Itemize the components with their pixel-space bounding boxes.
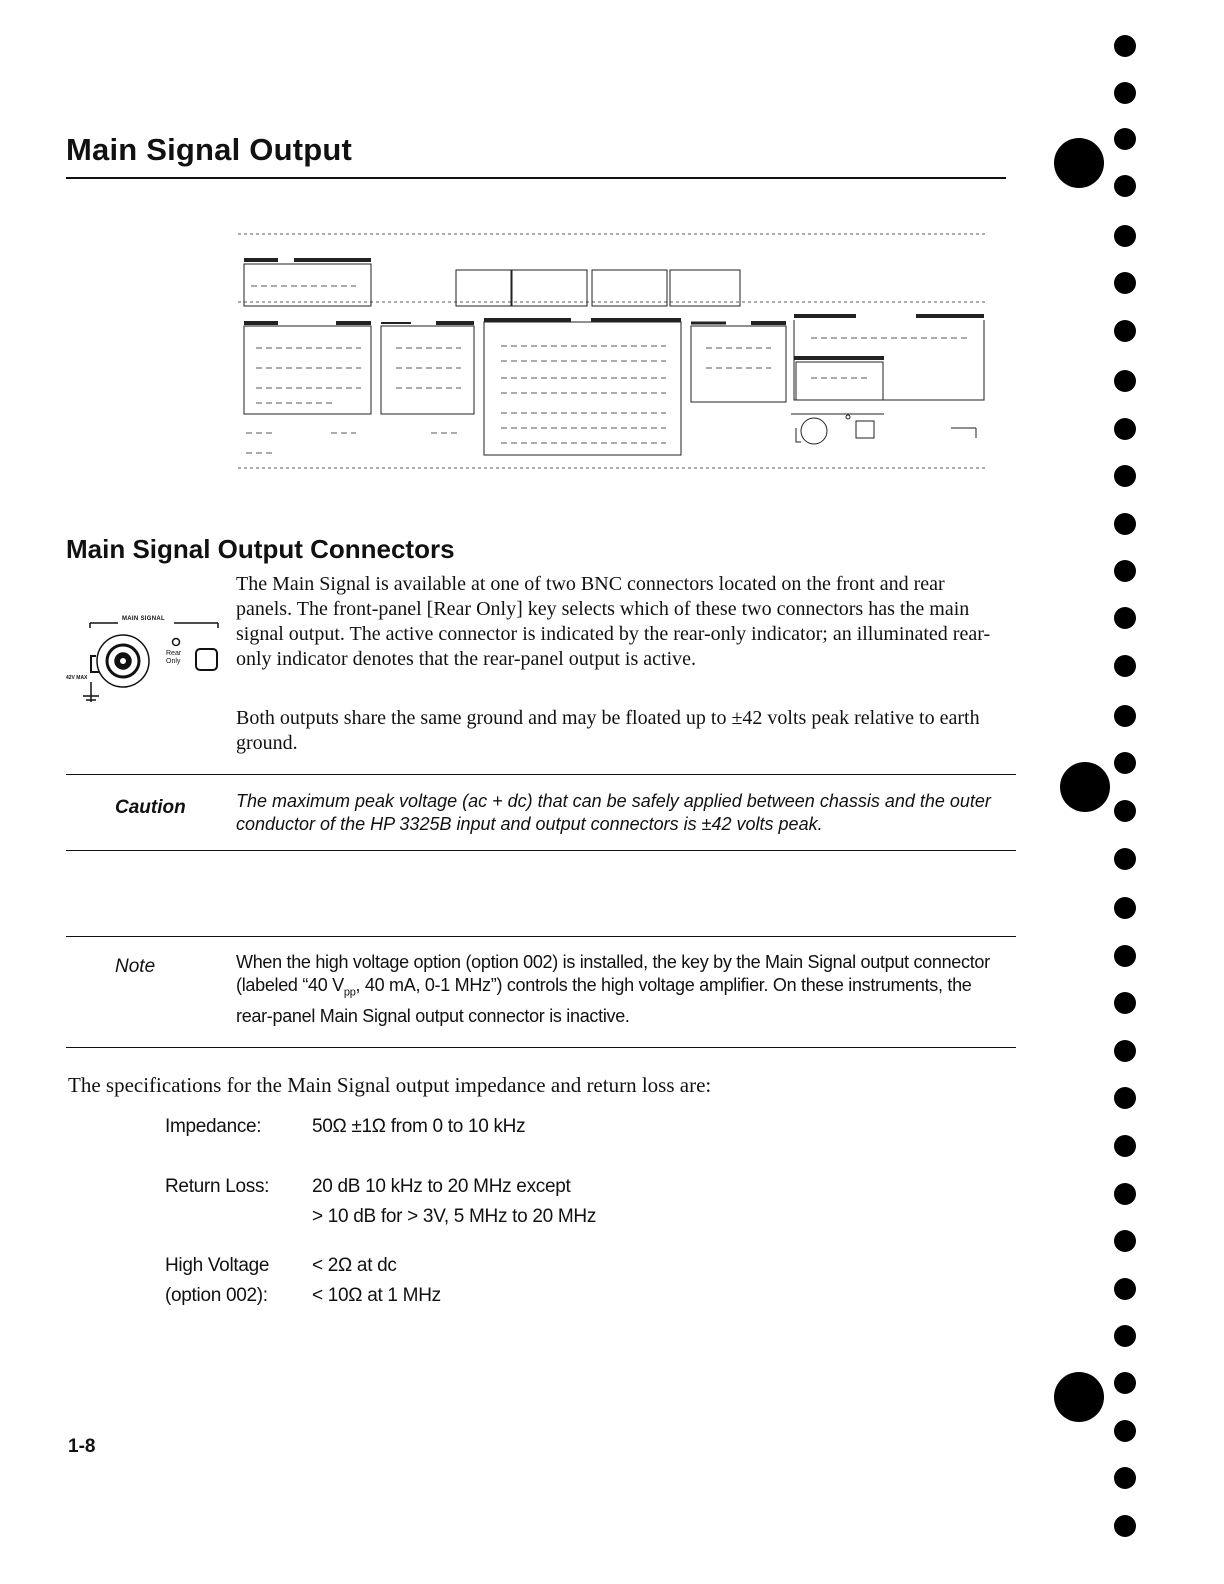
- binding-hole: [1114, 128, 1136, 150]
- binding-hole-large: [1054, 138, 1104, 188]
- note-text: When the high voltage option (option 002) is installed, the key by the Main Signal output connector (labeled “40 $V_{pp}$, 40 mA, 0-1 MHz”) controls the high voltage amplifier. On these instruments, the rear-panel Main Signal output connector is inactive.: [236, 952, 990, 1026]
- binding-hole: [1114, 1515, 1136, 1537]
- binding-hole: [1114, 897, 1136, 919]
- binding-hole: [1114, 800, 1136, 822]
- binding-hole: [1114, 1420, 1136, 1442]
- caution-label: Caution: [115, 797, 186, 818]
- body-paragraph-2: Both outputs share the same ground and may be floated up to ±42 volts peak relative to earth ground.: [236, 707, 980, 754]
- high-voltage-value-1: < 2Ω at dc: [312, 1255, 397, 1276]
- binding-hole: [1114, 607, 1136, 629]
- high-voltage-value-2: < 10Ω at 1 MHz: [312, 1285, 441, 1306]
- binding-hole: [1114, 705, 1136, 727]
- binding-hole: [1114, 560, 1136, 582]
- binding-hole: [1114, 272, 1136, 294]
- caution-rule-top: [66, 774, 1016, 775]
- binding-hole: [1114, 1087, 1136, 1109]
- binding-hole: [1114, 320, 1136, 342]
- binding-hole-large: [1060, 762, 1110, 812]
- binding-hole: [1114, 1040, 1136, 1062]
- connector-group-label: MAIN SIGNAL: [122, 616, 165, 622]
- binding-hole: [1114, 1230, 1136, 1252]
- voltage-rating-label: 42V MAX: [66, 675, 88, 681]
- binding-hole: [1114, 848, 1136, 870]
- impedance-label: Impedance:: [165, 1116, 262, 1137]
- binding-hole: [1114, 465, 1136, 487]
- binding-hole: [1114, 418, 1136, 440]
- binding-hole: [1114, 1278, 1136, 1300]
- binding-hole: [1114, 175, 1136, 197]
- rear-only-button-label: Rear Only: [166, 650, 182, 665]
- binding-hole: [1114, 1135, 1136, 1157]
- return-loss-value-2: > 10 dB for > 3V, 5 MHz to 20 MHz: [312, 1206, 597, 1227]
- page-number: 1-8: [68, 1436, 96, 1457]
- main-signal-connector-figure: [66, 612, 231, 712]
- binding-hole: [1114, 655, 1136, 677]
- note-rule-top: [66, 936, 1016, 937]
- binding-hole: [1114, 752, 1136, 774]
- impedance-value: 50Ω ±1Ω from 0 to 10 kHz: [312, 1116, 526, 1137]
- binding-hole: [1114, 225, 1136, 247]
- heading-rule: [66, 177, 1006, 179]
- high-voltage-label-1: High Voltage: [165, 1255, 270, 1276]
- binding-hole: [1114, 35, 1136, 57]
- binding-hole: [1114, 370, 1136, 392]
- binding-hole: [1114, 513, 1136, 535]
- binding-hole: [1114, 1372, 1136, 1394]
- section-heading: Main Signal Output Connectors: [66, 534, 455, 564]
- note-rule-bottom: [66, 1047, 1016, 1048]
- binding-hole: [1114, 992, 1136, 1014]
- binding-hole: [1114, 945, 1136, 967]
- note-label: Note: [115, 956, 156, 977]
- binding-hole: [1114, 1183, 1136, 1205]
- binding-hole-large: [1054, 1372, 1104, 1422]
- binding-hole: [1114, 1467, 1136, 1489]
- page-heading: Main Signal Output: [66, 132, 353, 167]
- bnc-connector-icon: [66, 612, 231, 712]
- caution-rule-bottom: [66, 850, 1016, 851]
- return-loss-label: Return Loss:: [165, 1176, 270, 1197]
- binding-hole: [1114, 1325, 1136, 1347]
- caution-text: The maximum peak voltage (ac + dc) that can be safely applied between chassis and the outer conductor of the HP 3325B input and output connectors is ±42 volts peak.: [236, 791, 991, 834]
- high-voltage-label-2: (option 002):: [165, 1285, 268, 1306]
- specs-intro: The specifications for the Main Signal output impedance and return loss are:: [68, 1073, 712, 1097]
- binding-hole: [1114, 82, 1136, 104]
- front-panel-diagram: [236, 228, 996, 473]
- body-paragraph-1: The Main Signal is available at one of two BNC connectors located on the front and rear panels. The front-panel [Rear Only] key selects which of these two connectors has the main signal output. The active connector is indicated by the rear-only indicator; an illuminated rear-only indicator denotes that the rear-panel output is active.: [236, 573, 991, 670]
- return-loss-value-1: 20 dB 10 kHz to 20 MHz except: [312, 1176, 571, 1197]
